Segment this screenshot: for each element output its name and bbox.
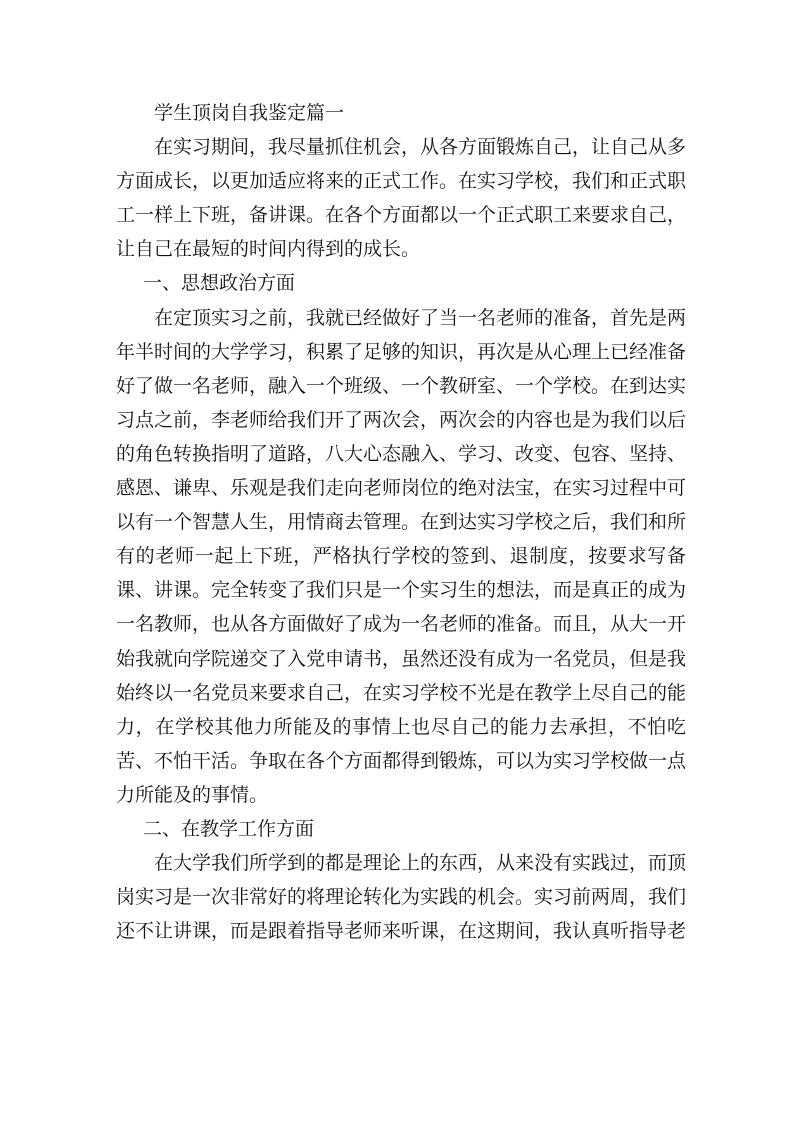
section-heading-political: 一、思想政治方面 xyxy=(143,272,296,295)
paragraph-political: 在定顶实习之前，我就已经做好了当一名老师的准备，首先是两年半时间的大学学习，积累了足够的知识，再次是从心理上已经准备好了做一名老师，融入一个班级、一个教研室、一个学校。在到达实习点之前，李老师给我们开了两次会，两次会的内容也是为我们以后的角色转换指明了道路，八大心态融入、学习、改变、包容、坚持、感恩、谦卑、乐观是我们走向老师岗位的绝对法宝，在实习过程中可以有一个智慧人生，用情商去管理。在到达实习学校之后，我们和所有的老师一起上下班，严格执行学校的签到、退制度，按要求写备课、讲课。完全转变了我们只是一个实习生的想法，而是真正的成为一名教师，也从各方面做好了成为一名老师的准备。而且，从大一开始我就向学院递交了入党申请书，虽然还没有成为一名党员，但是我始终以一名党员来要求自己，在实习学校不光是在教学上尽自己的能力，在学校其他力所能及的事情上也尽自己的能力去承担，不怕吃苦、不怕干活。争取在各个方面都得到锻炼，可以为实习学校做一点力所能及的事情。 xyxy=(116,306,687,806)
paragraph-teaching: 在大学我们所学到的都是理论上的东西，从来没有实践过，而顶岗实习是一次非常好的将理论转化为实践的机会。实习前两周，我们还不让讲课，而是跟着指导老师来听课，在这期间，我认真听指导老 xyxy=(116,852,687,943)
paragraph-intro: 在实习期间，我尽量抓住机会，从各方面锻炼自己，让自己从多方面成长，以更加适应将来的正式工作。在实习学校，我们和正式职工一样上下班，备讲课。在各个方面都以一个正式职工来要求自己，让自己在最短的时间内得到的成长。 xyxy=(116,136,687,261)
section-heading-teaching: 二、在教学工作方面 xyxy=(143,817,315,840)
document-title: 学生顶岗自我鉴定篇一 xyxy=(154,102,345,124)
document-body xyxy=(116,96,686,948)
